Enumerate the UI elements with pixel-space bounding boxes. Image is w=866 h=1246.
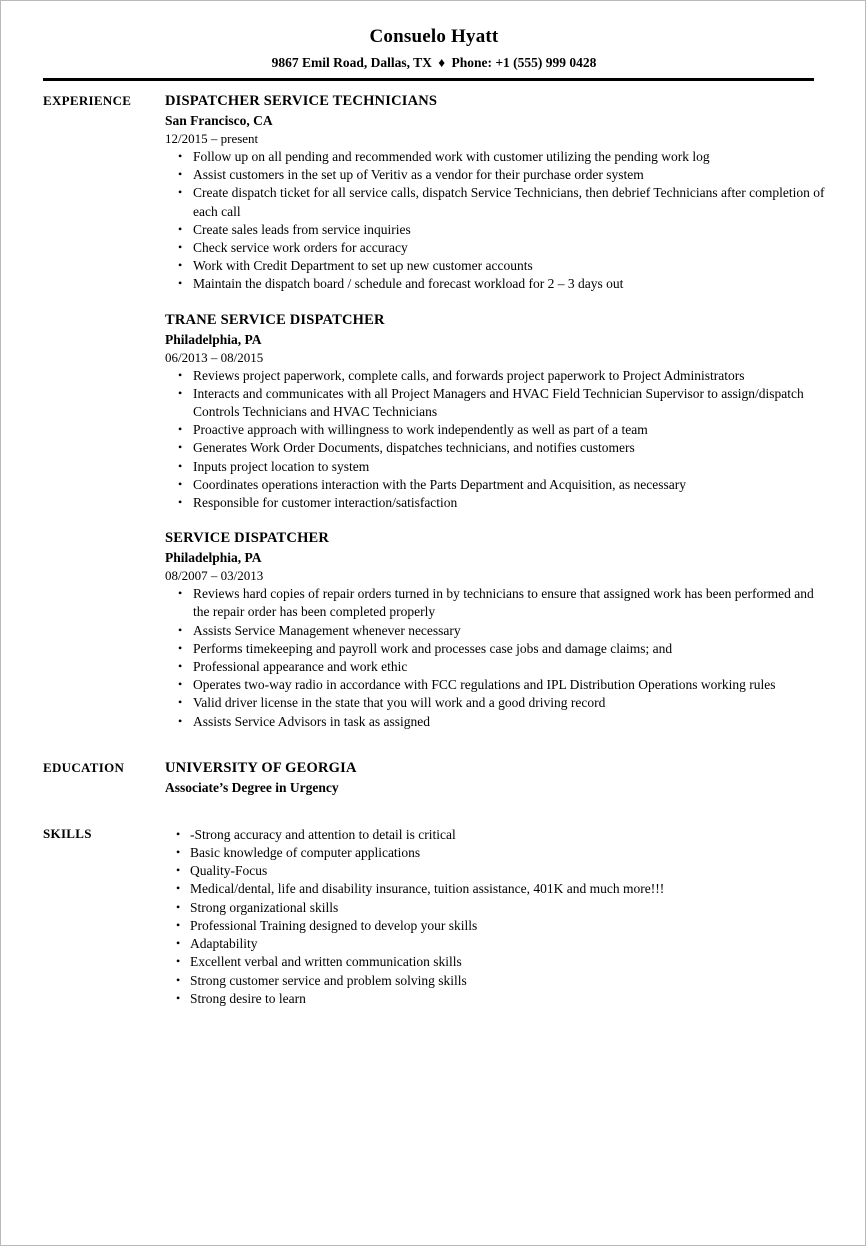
section-label-skills: SKILLS xyxy=(43,825,92,841)
job-responsibilities xyxy=(165,148,825,294)
education-entry xyxy=(165,759,825,797)
job-title: TRANE SERVICE DISPATCHER xyxy=(165,311,385,328)
experience-section xyxy=(43,92,825,731)
list-item: • Create sales leads from service inquiries xyxy=(165,221,825,239)
list-item: • Coordinates operations interaction with the Parts Department and Acquisition, as necessary xyxy=(165,476,825,494)
job-entry xyxy=(165,92,825,294)
list-item: • -Strong accuracy and attention to detail is critical xyxy=(165,826,825,844)
list-item: • Assists Service Advisors in task as assigned xyxy=(165,713,825,731)
list-item: • Work with Credit Department to set up new customer accounts xyxy=(165,257,825,275)
job-responsibilities xyxy=(165,585,825,731)
job-title: DISPATCHER SERVICE TECHNICIANS xyxy=(165,93,438,109)
list-item: • Follow up on all pending and recommended work with customer utilizing the pending work log xyxy=(165,148,825,166)
list-item: • Assist customers in the set up of Veritiv as a vendor for their purchase order system xyxy=(165,166,825,184)
job-location: Philadelphia, PA xyxy=(165,331,262,347)
school-name: UNIVERSITY OF GEORGIA xyxy=(165,759,357,776)
skills-list xyxy=(165,826,825,1008)
degree-name: Associate’s Degree in Urgency xyxy=(165,779,339,795)
job-title: SERVICE DISPATCHER xyxy=(165,530,330,547)
list-item: • Check service work orders for accuracy xyxy=(165,239,825,257)
experience-entries xyxy=(165,92,825,731)
education-entries xyxy=(165,759,825,797)
list-item: • Basic knowledge of computer applications xyxy=(165,844,825,862)
job-location: Philadelphia, PA xyxy=(165,550,262,566)
job-entry xyxy=(165,311,825,513)
section-label-experience: EXPERIENCE xyxy=(43,93,132,108)
job-dates: 08/2007 – 03/2013 xyxy=(165,568,264,584)
contact-line xyxy=(43,53,825,73)
candidate-name: Consuelo Hyatt xyxy=(369,26,499,47)
list-item: • Inputs project location to system xyxy=(165,458,825,476)
job-entry xyxy=(165,529,825,731)
list-item: • Create dispatch ticket for all service calls, dispatch Service Technicians, then debrief Technicians after completion of each call xyxy=(165,184,825,220)
contact-phone: Phone: +1 (555) 999 0428 xyxy=(451,55,597,70)
job-responsibilities xyxy=(165,367,825,513)
list-item: • Performs timekeeping and payroll work and processes case jobs and damage claims; and xyxy=(165,640,825,658)
list-item: • Professional appearance and work ethic xyxy=(165,658,825,676)
list-item: • Valid driver license in the state that you will work and a good driving record xyxy=(165,694,825,712)
contact-address: 9867 Emil Road, Dallas, TX xyxy=(271,55,432,70)
list-item: • Interacts and communicates with all Project Managers and HVAC Field Technician Supervisor to assign/dispatch Controls Technicians and HVAC Technicians xyxy=(165,385,825,421)
list-item: • Proactive approach with willingness to work independently as well as part of a team xyxy=(165,421,825,439)
list-item: • Operates two-way radio in accordance with FCC regulations and IPL Distribution Operations working rules xyxy=(165,676,825,694)
skills-entries xyxy=(165,825,825,1008)
resume-header xyxy=(43,25,825,81)
list-item: • Reviews project paperwork, complete calls, and forwards project paperwork to Project Administrators xyxy=(165,367,825,385)
list-item: • Medical/dental, life and disability insurance, tuition assistance, 401K and much more!!! xyxy=(165,880,825,898)
list-item: • Assists Service Management whenever necessary xyxy=(165,622,825,640)
section-label-education: EDUCATION xyxy=(43,759,125,775)
list-item: • Strong customer service and problem solving skills xyxy=(165,972,825,990)
list-item: • Maintain the dispatch board / schedule and forecast workload for 2 – 3 days out xyxy=(165,275,825,293)
list-item: • Quality-Focus xyxy=(165,862,825,880)
job-location: San Francisco, CA xyxy=(165,113,273,128)
resume-content xyxy=(1,1,865,1245)
job-dates: 12/2015 – present xyxy=(165,131,259,146)
list-item: • Responsible for customer interaction/satisfaction xyxy=(165,494,825,512)
list-item: • Adaptability xyxy=(165,935,825,953)
list-item: • Strong desire to learn xyxy=(165,990,825,1008)
job-dates: 06/2013 – 08/2015 xyxy=(165,349,264,365)
diamond-separator-icon: ♦ xyxy=(438,55,446,70)
list-item: • Professional Training designed to develop your skills xyxy=(165,917,825,935)
header-divider xyxy=(43,78,814,81)
list-item: • Reviews hard copies of repair orders turned in by technicians to ensure that assigned work has been performed and the repair order has been completed properly xyxy=(165,585,825,621)
education-section xyxy=(43,759,825,797)
list-item: • Strong organizational skills xyxy=(165,899,825,917)
list-item: • Generates Work Order Documents, dispatches technicians, and notifies customers xyxy=(165,439,825,457)
skills-section xyxy=(43,825,825,1008)
list-item: • Excellent verbal and written communication skills xyxy=(165,953,825,971)
